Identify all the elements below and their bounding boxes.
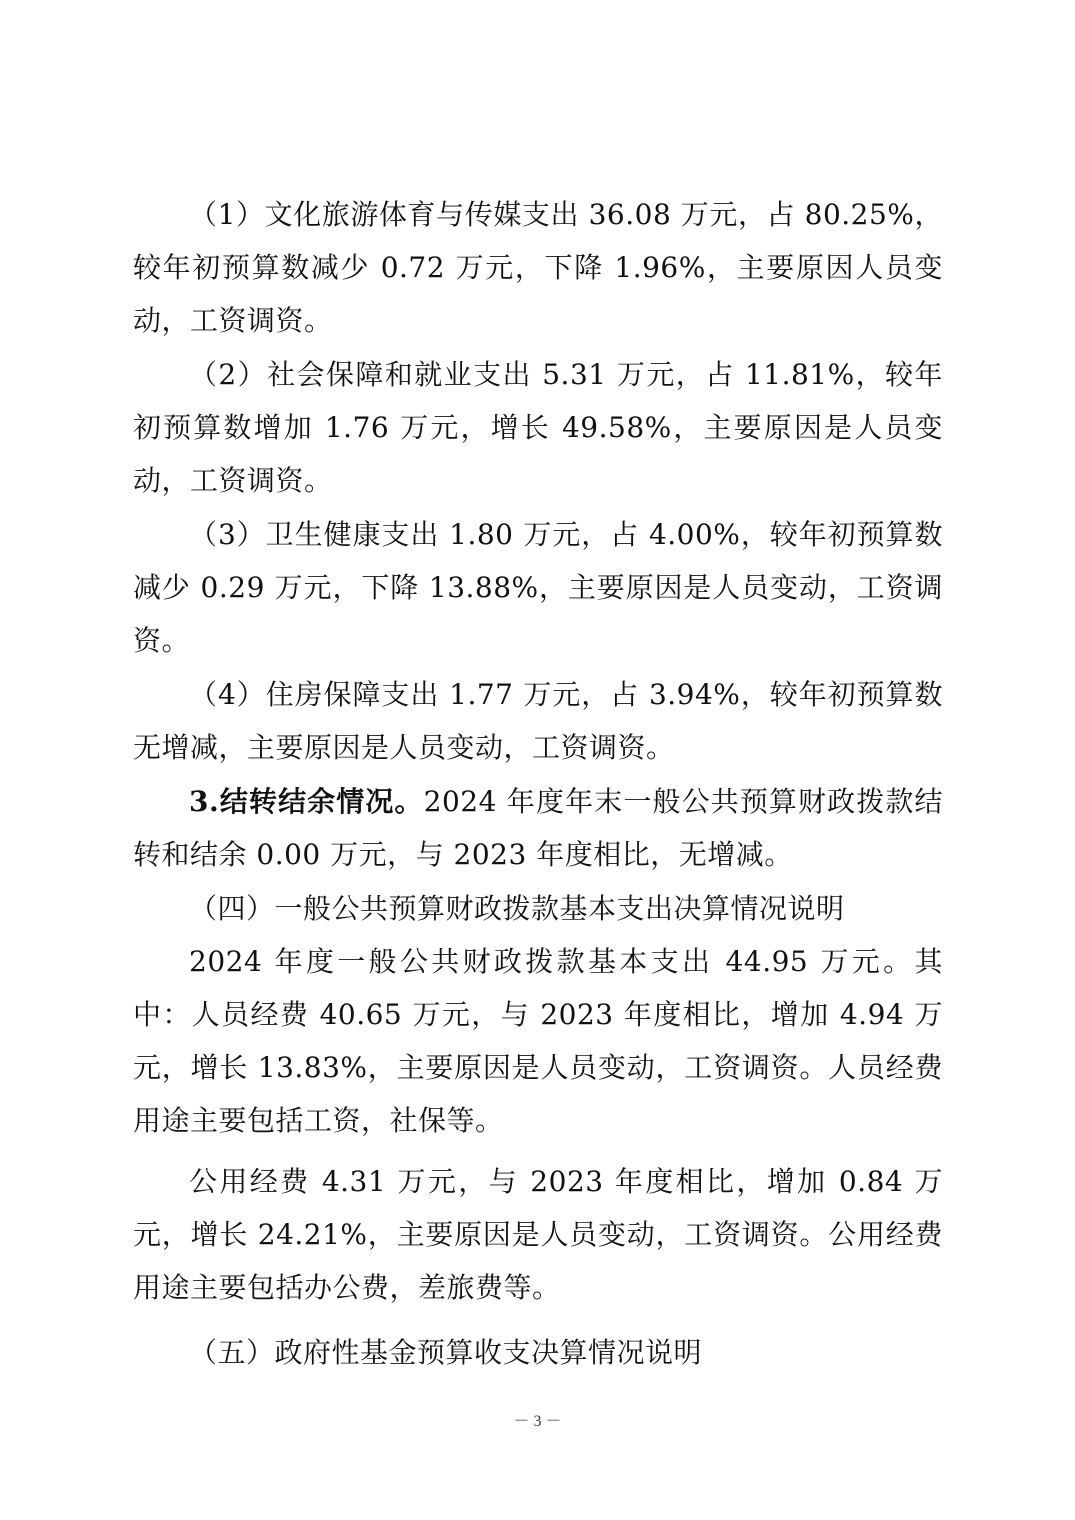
paragraph-social-security-expense: （2）社会保障和就业支出 5.31 万元，占 11.81%，较年初预算数增加 1.76 万元，增长 49.58%，主要原因是人员变动，工资调资。 — [133, 358, 943, 497]
carryover-body: 2024 年度年末一般公共预算财政拨款结转和结余 0.00 万元，与 2023 年度相比，无增减。 — [133, 785, 943, 871]
paragraph-public-expense: 公用经费 4.31 万元，与 2023 年度相比，增加 0.84 万元，增长 24.21%，主要原因是人员变动，工资调资。公用经费用途主要包括办公费，差旅费等。 — [133, 1165, 943, 1304]
paragraph-housing-expense: （4）住房保障支出 1.77 万元，占 3.94%，较年初预算数无增减，主要原因是人员变动，工资调资。 — [133, 678, 943, 764]
page-number: － 3 － — [513, 1413, 562, 1430]
section-heading-basic-expense: （四）一般公共预算财政拨款基本支出决算情况说明 — [189, 892, 845, 925]
paragraph-health-expense: （3）卫生健康支出 1.80 万元，占 4.00%，较年初预算数减少 0.29 万元，下降 13.88%，主要原因是人员变动，工资调资。 — [133, 518, 943, 657]
paragraph-personnel-expense: 2024 年度一般公共财政拨款基本支出 44.95 万元。其中：人员经费 40.65 万元，与 2023 年度相比，增加 4.94 万元，增长 13.83%，主要原因是人员变动，工资调资。人员经费用途主要包括工资，社保等。 — [133, 945, 943, 1137]
document-body — [133, 188, 943, 1379]
carryover-lead: 3.结转结余情况。 — [189, 785, 424, 818]
section-heading-government-fund: （五）政府性基金预算收支决算情况说明 — [189, 1336, 703, 1369]
paragraph-carryover — [133, 775, 943, 881]
paragraph-culture-expense: （1）文化旅游体育与传媒支出 36.08 万元，占 80.25%，较年初预算数减少 0.72 万元，下降 1.96%，主要原因人员变动，工资调资。 — [133, 198, 943, 337]
